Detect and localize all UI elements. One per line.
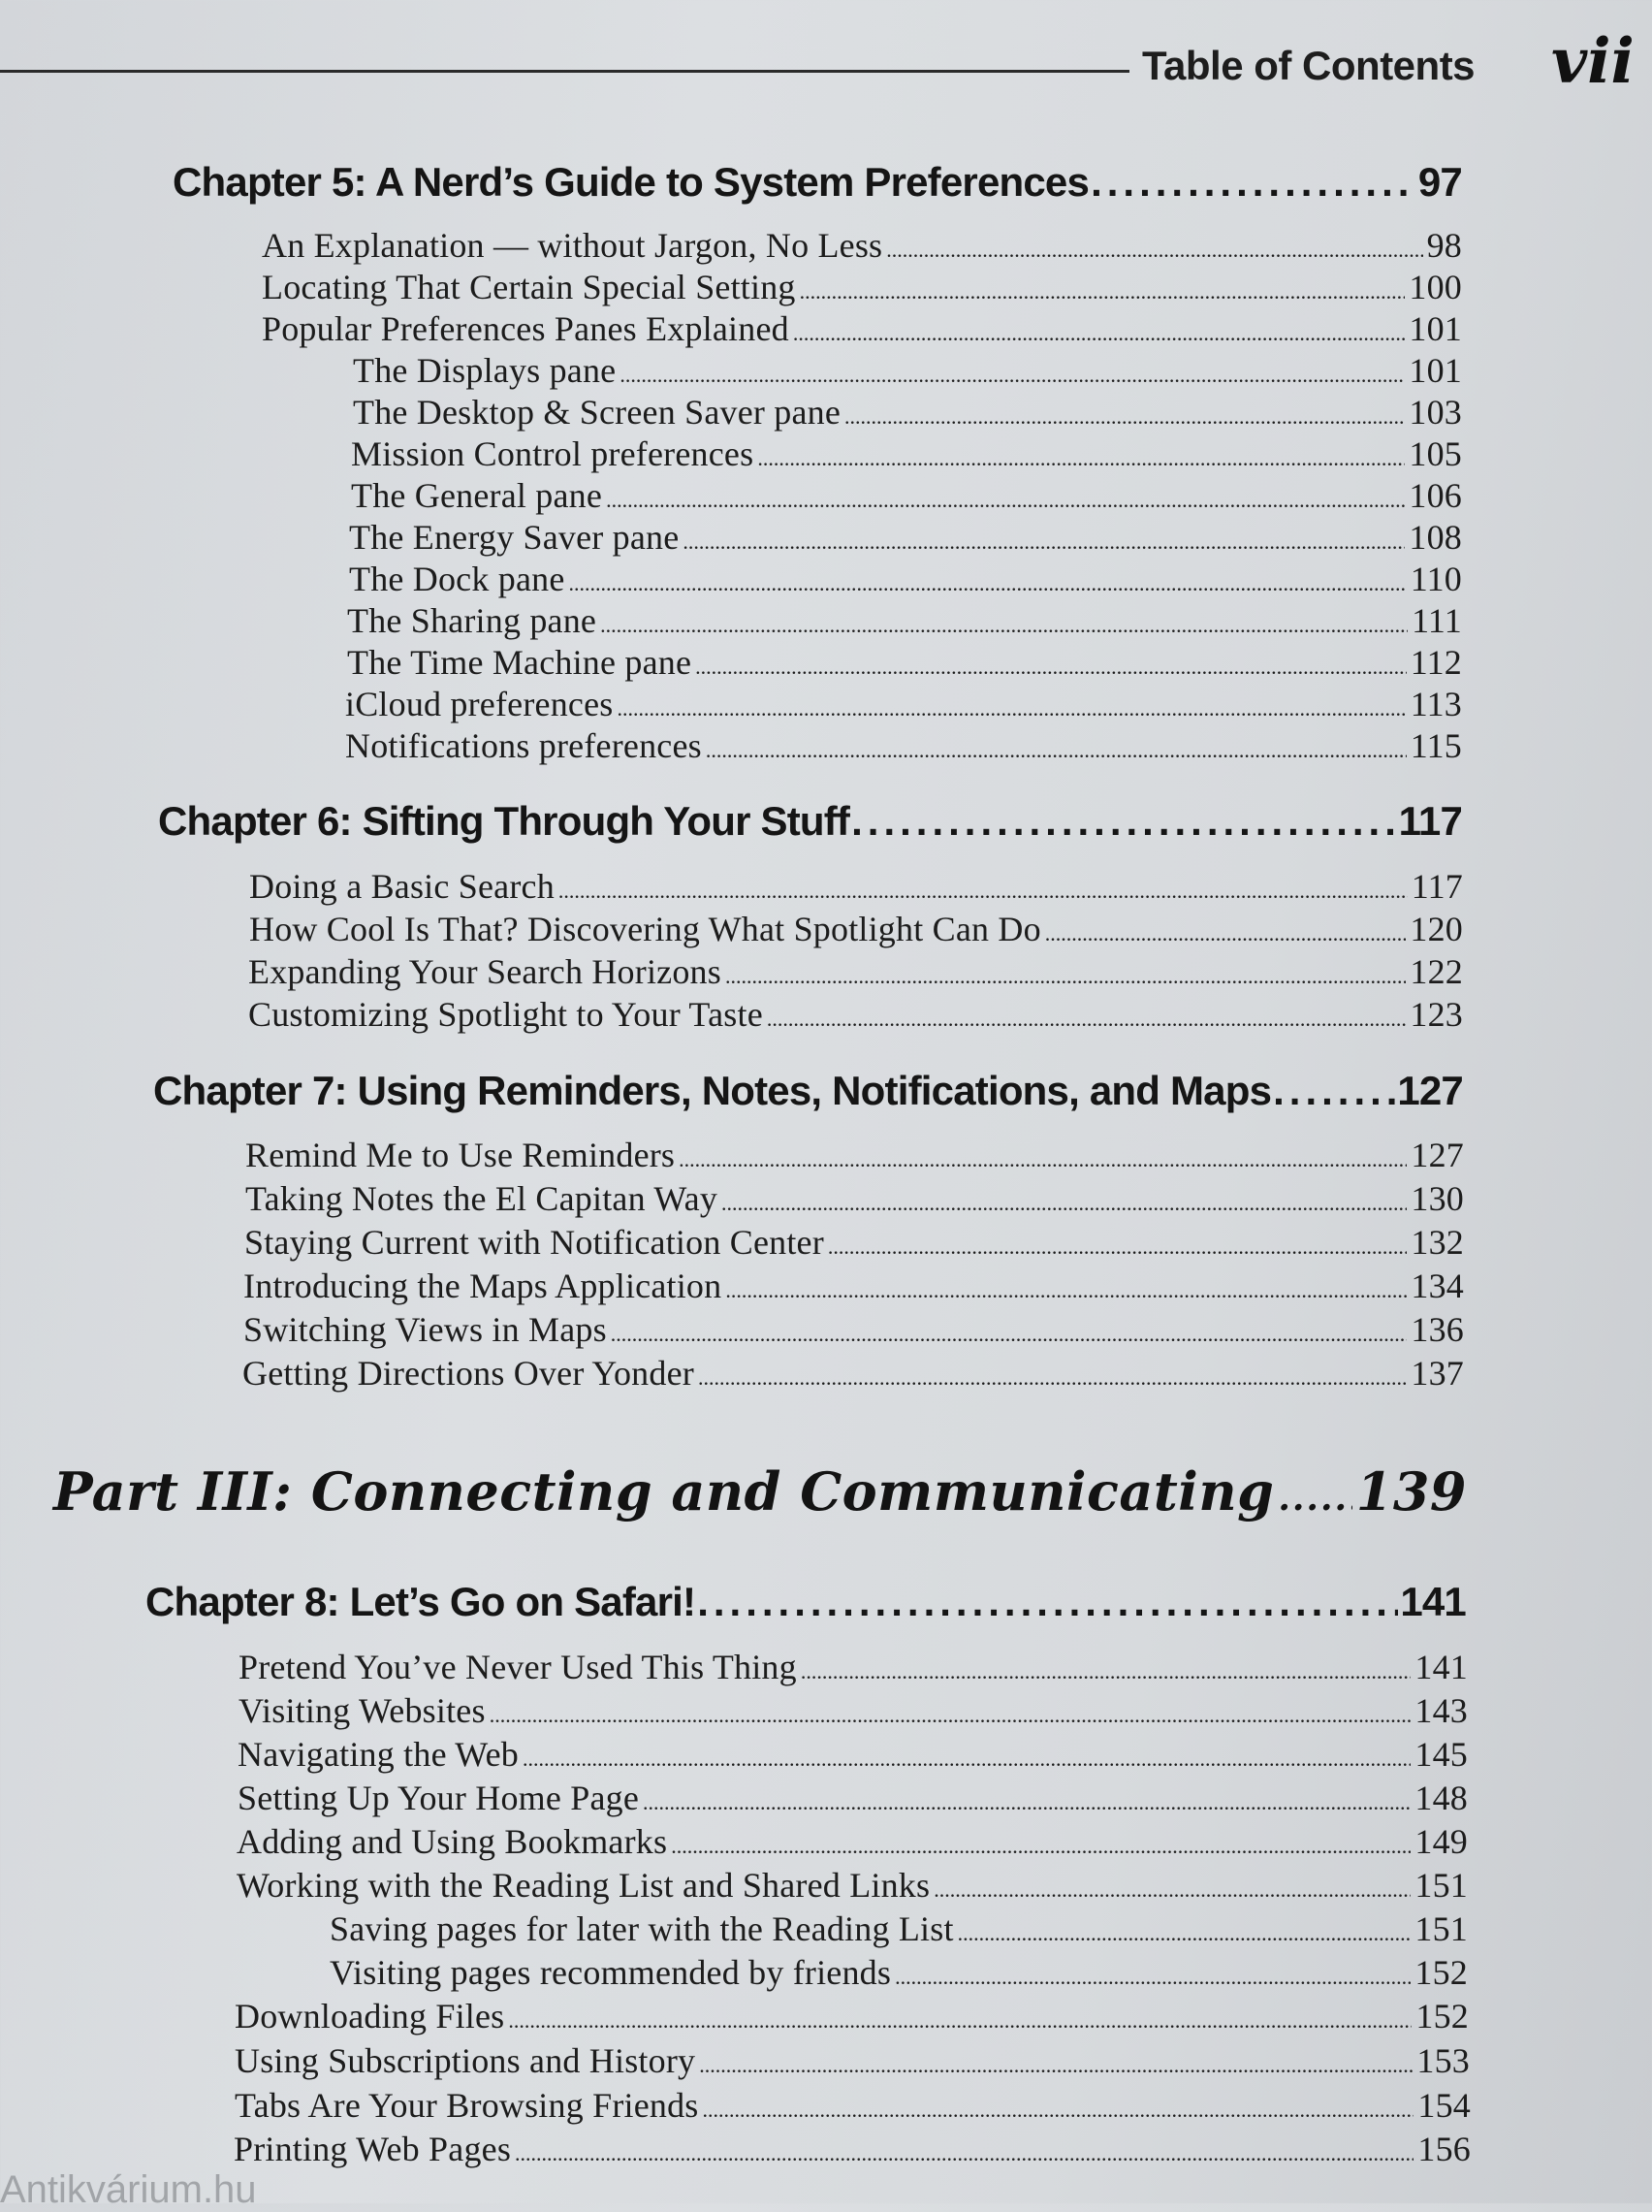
toc-section bbox=[262, 308, 1462, 351]
toc-entry-page: 152 bbox=[1414, 1953, 1468, 1992]
toc-subsection bbox=[345, 725, 1462, 768]
dot-leader bbox=[683, 529, 1405, 555]
toc-section bbox=[237, 1821, 1468, 1864]
toc-section bbox=[235, 2040, 1470, 2083]
dot-leader bbox=[643, 1790, 1411, 1815]
toc-entry-title: Navigating the Web bbox=[238, 1735, 519, 1774]
dot-leader bbox=[706, 738, 1407, 763]
toc-entry-page: 130 bbox=[1411, 1179, 1464, 1218]
toc-entry-page: 101 bbox=[1409, 309, 1462, 348]
toc-subsection bbox=[347, 600, 1462, 643]
toc-entry-title: Introducing the Maps Application bbox=[243, 1266, 722, 1305]
dot-leader bbox=[1045, 921, 1407, 946]
toc-section bbox=[248, 951, 1463, 994]
dot-leader bbox=[828, 1234, 1408, 1260]
toc-subsection bbox=[349, 559, 1462, 601]
toc-entry-title: Getting Directions Over Yonder bbox=[242, 1354, 694, 1393]
toc-entry-page: 149 bbox=[1414, 1822, 1468, 1861]
toc-chapter-5 bbox=[173, 159, 1462, 213]
dot-leader bbox=[1278, 1478, 1351, 1519]
toc-entry-title: Chapter 8: Let’s Go on Safari! bbox=[145, 1579, 696, 1624]
toc-subsection bbox=[330, 1952, 1468, 1995]
dot-leader bbox=[558, 879, 1408, 904]
toc-entry-page: 143 bbox=[1414, 1691, 1468, 1730]
dot-leader bbox=[515, 2141, 1414, 2166]
toc-entry-page: 134 bbox=[1411, 1266, 1464, 1305]
toc-entry-page: 110 bbox=[1410, 560, 1462, 598]
toc-section bbox=[238, 1778, 1468, 1820]
toc-entry-title: Chapter 6: Sifting Through Your Stuff bbox=[158, 798, 850, 844]
header-title: Table of Contents bbox=[1142, 43, 1476, 88]
toc-entry-page: 120 bbox=[1410, 910, 1463, 948]
dot-leader bbox=[801, 1659, 1412, 1684]
toc-subsection bbox=[353, 350, 1462, 393]
toc-entry-title: The Dock pane bbox=[349, 560, 565, 598]
dot-leader bbox=[895, 1965, 1411, 1990]
toc-section bbox=[243, 1309, 1464, 1352]
toc-entry-page: 145 bbox=[1414, 1735, 1468, 1774]
dot-leader bbox=[1273, 1068, 1395, 1114]
toc-entry-title: Saving pages for later with the Reading List bbox=[330, 1909, 954, 1948]
toc-section bbox=[262, 225, 1462, 268]
toc-section bbox=[243, 1266, 1464, 1308]
toc-subsection bbox=[345, 684, 1462, 726]
dot-leader bbox=[617, 696, 1406, 721]
dot-leader bbox=[851, 798, 1397, 845]
toc-entry-title: Notifications preferences bbox=[345, 726, 702, 765]
toc-entry-page: 137 bbox=[1411, 1354, 1464, 1393]
toc-entry-page: 141 bbox=[1414, 1648, 1468, 1686]
dot-leader bbox=[523, 1747, 1411, 1772]
toc-entry-title: Tabs Are Your Browsing Friends bbox=[235, 2086, 699, 2125]
dot-leader bbox=[490, 1703, 1412, 1728]
dot-leader bbox=[600, 613, 1408, 638]
toc-entry-page: 112 bbox=[1410, 643, 1462, 682]
toc-entry-page: 101 bbox=[1409, 351, 1462, 390]
toc-entry-page: 113 bbox=[1410, 685, 1462, 723]
toc-subsection bbox=[349, 517, 1462, 560]
toc-entry-page: 98 bbox=[1426, 226, 1462, 265]
toc-chapter-8 bbox=[145, 1579, 1466, 1633]
toc-entry-page: 117 bbox=[1398, 798, 1462, 844]
toc-subsection bbox=[347, 642, 1462, 685]
toc-entry-title: Mission Control preferences bbox=[351, 434, 754, 473]
toc-subsection bbox=[330, 1908, 1468, 1951]
toc-entry-page: 156 bbox=[1417, 2130, 1471, 2168]
toc-entry-page: 111 bbox=[1412, 601, 1462, 640]
toc-section bbox=[245, 1178, 1464, 1221]
toc-section bbox=[242, 1353, 1464, 1395]
toc-entry-page: 136 bbox=[1411, 1310, 1464, 1349]
dot-leader bbox=[569, 571, 1407, 596]
dot-leader bbox=[958, 1921, 1412, 1946]
header-page-number: vii bbox=[1551, 25, 1635, 98]
toc-section bbox=[238, 1734, 1468, 1777]
toc-subsection bbox=[351, 433, 1462, 476]
toc-section bbox=[237, 1865, 1468, 1907]
toc-entry-title: Working with the Reading List and Shared Links bbox=[237, 1866, 931, 1905]
dot-leader bbox=[695, 655, 1407, 680]
toc-entry-page: 152 bbox=[1415, 1997, 1469, 2036]
toc-subsection bbox=[351, 475, 1462, 518]
toc-entry-title: Adding and Using Bookmarks bbox=[237, 1822, 668, 1861]
toc-section bbox=[245, 1135, 1464, 1177]
toc-entry-page: 127 bbox=[1411, 1136, 1464, 1174]
toc-section bbox=[238, 1690, 1468, 1733]
dot-leader bbox=[606, 488, 1405, 513]
toc-section bbox=[248, 994, 1463, 1037]
toc-entry-page: 100 bbox=[1409, 268, 1462, 306]
dot-leader bbox=[508, 2008, 1412, 2034]
toc-chapter-7 bbox=[153, 1068, 1463, 1122]
dot-leader bbox=[697, 1579, 1398, 1625]
dot-leader bbox=[671, 1834, 1411, 1859]
toc-entry-title: Remind Me to Use Reminders bbox=[245, 1136, 676, 1174]
toc-entry-page: 115 bbox=[1410, 726, 1462, 765]
toc-entry-title: Staying Current with Notification Center bbox=[244, 1223, 824, 1262]
toc-section bbox=[262, 267, 1462, 309]
watermark-text: Antikvárium.hu bbox=[0, 2168, 257, 2211]
toc-entry-page: 97 bbox=[1417, 159, 1462, 205]
toc-entry-page: 132 bbox=[1411, 1223, 1464, 1262]
toc-entry-title: An Explanation — without Jargon, No Less bbox=[262, 226, 883, 265]
toc-entry-title: Pretend You’ve Never Used This Thing bbox=[238, 1648, 797, 1686]
toc-section bbox=[249, 866, 1463, 909]
toc-entry-title: Taking Notes the El Capitan Way bbox=[245, 1179, 718, 1218]
toc-entry-title: Locating That Certain Special Setting bbox=[262, 268, 796, 306]
dot-leader bbox=[725, 964, 1406, 989]
toc-section bbox=[244, 1222, 1464, 1265]
toc-entry-title: Popular Preferences Panes Explained bbox=[262, 309, 789, 348]
toc-entry-page: 105 bbox=[1409, 434, 1462, 473]
dot-leader bbox=[721, 1191, 1407, 1216]
dot-leader bbox=[800, 279, 1406, 305]
toc-entry-title: Visiting pages recommended by friends bbox=[330, 1953, 892, 1992]
dot-leader bbox=[793, 321, 1406, 346]
toc-section bbox=[249, 909, 1463, 951]
dot-leader bbox=[767, 1007, 1407, 1032]
dot-leader bbox=[934, 1877, 1411, 1903]
toc-entry-title: Downloading Files bbox=[235, 1997, 505, 2036]
toc-entry-page: 108 bbox=[1409, 518, 1462, 557]
dot-leader bbox=[703, 2098, 1414, 2123]
dot-leader bbox=[886, 238, 1422, 263]
toc-entry-title: Setting Up Your Home Page bbox=[238, 1779, 640, 1817]
toc-entry-page: 122 bbox=[1410, 952, 1463, 991]
dot-leader bbox=[699, 2053, 1413, 2078]
toc-entry-title: Part III: Connecting and Communicating bbox=[53, 1460, 1275, 1523]
toc-entry-title: The Desktop & Screen Saver pane bbox=[353, 393, 842, 432]
toc-subsection bbox=[353, 392, 1462, 434]
toc-entry-title: The Displays pane bbox=[353, 351, 617, 390]
toc-entry-page: 123 bbox=[1410, 995, 1463, 1034]
toc-entry-page: 139 bbox=[1355, 1460, 1467, 1523]
toc-section bbox=[235, 1996, 1469, 2038]
toc-chapter-6 bbox=[158, 798, 1462, 852]
toc-entry-page: 117 bbox=[1411, 867, 1463, 906]
toc-entry-page: 106 bbox=[1409, 476, 1462, 515]
toc-entry-title: Expanding Your Search Horizons bbox=[248, 952, 721, 991]
dot-leader bbox=[620, 363, 1405, 388]
toc-entry-title: How Cool Is That? Discovering What Spotlight Can Do bbox=[249, 910, 1041, 948]
toc-entry-title: Switching Views in Maps bbox=[243, 1310, 607, 1349]
toc-entry-page: 148 bbox=[1414, 1779, 1468, 1817]
toc-entry-title: Using Subscriptions and History bbox=[235, 2041, 696, 2080]
toc-part-3 bbox=[53, 1460, 1467, 1534]
dot-leader bbox=[844, 404, 1405, 430]
dot-leader bbox=[698, 1365, 1407, 1391]
toc-entry-page: 141 bbox=[1400, 1579, 1466, 1624]
toc-entry-page: 153 bbox=[1416, 2041, 1470, 2080]
toc-entry-title: Visiting Websites bbox=[238, 1691, 486, 1730]
dot-leader bbox=[1091, 159, 1416, 206]
toc-entry-title: The Sharing pane bbox=[347, 601, 597, 640]
toc-entry-title: Customizing Spotlight to Your Taste bbox=[248, 995, 763, 1034]
dot-leader bbox=[757, 446, 1405, 471]
toc-entry-title: iCloud preferences bbox=[345, 685, 614, 723]
toc-section bbox=[238, 1647, 1468, 1689]
toc-entry-page: 154 bbox=[1417, 2086, 1471, 2125]
toc-entry-page: 103 bbox=[1409, 393, 1462, 432]
dot-leader bbox=[725, 1278, 1407, 1303]
toc-entry-title: The Energy Saver pane bbox=[349, 518, 680, 557]
toc-entry-page: 151 bbox=[1414, 1866, 1468, 1905]
toc-entry-title: The General pane bbox=[351, 476, 603, 515]
toc-entry-page: 151 bbox=[1414, 1909, 1468, 1948]
toc-section bbox=[234, 2129, 1471, 2171]
dot-leader bbox=[679, 1147, 1407, 1172]
toc-entry-title: Chapter 7: Using Reminders, Notes, Notifications, and Maps bbox=[153, 1068, 1272, 1113]
toc-entry-title: Doing a Basic Search bbox=[249, 867, 555, 906]
toc-entry-title: The Time Machine pane bbox=[347, 643, 692, 682]
toc-entry-title: Printing Web Pages bbox=[234, 2130, 512, 2168]
dot-leader bbox=[611, 1322, 1408, 1347]
toc-entry-page: 127 bbox=[1397, 1068, 1463, 1113]
toc-section bbox=[235, 2085, 1471, 2128]
toc-entry-title: Chapter 5: A Nerd’s Guide to System Preferences bbox=[173, 159, 1090, 205]
